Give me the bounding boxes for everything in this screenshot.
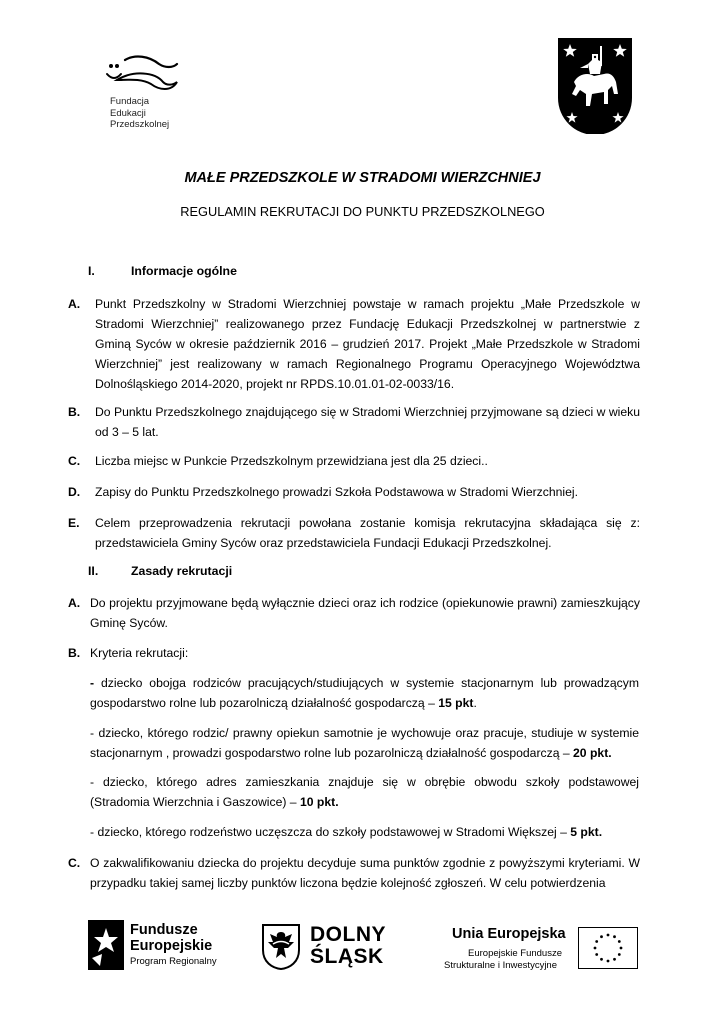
item-letter: B. bbox=[68, 405, 81, 419]
item-text: O zakwalifikowaniu dziecka do projektu decyduje suma punktów zgodnie z powyższymi kryteriami. W przypadku takiej samej liczby punktów liczona będzie kolejność zgłoszeń. W celu potwierdzenia bbox=[90, 856, 640, 890]
knight-crest-icon bbox=[558, 38, 632, 134]
list-item bbox=[68, 451, 640, 471]
item-text: Do projektu przyjmowane będą wyłącznie dzieci oraz ich rodzice (opiekunowie prawni) zamieszkujący Gminę Syców. bbox=[90, 596, 640, 630]
page-subtitle: REGULAMIN REKRUTACJI DO PUNKTU PRZEDSZKOLNEGO bbox=[180, 204, 545, 219]
item-text: Do Punktu Przedszkolnego znajdującego się w Stradomi Wierzchniej przyjmowane są dzieci w wieku od 3 – 5 lat. bbox=[95, 405, 640, 439]
criterion-dash: - bbox=[90, 825, 95, 839]
criterion-points: 10 pkt. bbox=[299, 795, 339, 809]
fei-logo-line1: Fundacja bbox=[110, 96, 150, 107]
fe-star-icon bbox=[88, 920, 124, 970]
list-item bbox=[68, 482, 640, 502]
section-number: I. bbox=[88, 264, 95, 278]
list-item bbox=[68, 513, 640, 553]
fei-swoosh-icon bbox=[103, 52, 183, 96]
item-text: Kryteria rekrutacji: bbox=[90, 646, 189, 660]
criterion-points: 20 pkt. bbox=[573, 746, 612, 760]
item-letter: A. bbox=[68, 596, 81, 610]
unia-europejska-logo bbox=[438, 924, 638, 974]
criterion-points: 15 pkt bbox=[438, 696, 474, 710]
item-text: Liczba miejsc w Punkcie Przedszkolnym przewidziana jest dla 25 dzieci.. bbox=[95, 454, 488, 468]
list-item bbox=[68, 643, 640, 663]
list-item bbox=[68, 294, 640, 394]
fundusze-europejskie-logo bbox=[88, 916, 238, 972]
fe-line1: Fundusze bbox=[130, 922, 198, 938]
ue-line3: Strukturalne i Inwestycyjne bbox=[444, 960, 557, 971]
eagle-shield-icon bbox=[262, 924, 300, 970]
item-text: Zapisy do Punktu Przedszkolnego prowadzi Szkoła Podstawowa w Stradomi Wierzchniej. bbox=[95, 485, 578, 499]
criterion-item bbox=[90, 772, 639, 812]
criterion-item bbox=[90, 822, 639, 842]
list-item bbox=[68, 593, 640, 633]
criterion-text: dziecko obojga rodziców pracujących/studiujących w systemie stacjonarnym lub prowadzącym gospodarstwo rolne lub pozarolniczą działalność gospodarczą – bbox=[90, 676, 639, 710]
criterion-points: 5 pkt. bbox=[570, 825, 603, 839]
fe-line2: Europejskie bbox=[130, 938, 213, 954]
section-title: Zasady rekrutacji bbox=[131, 564, 233, 578]
criterion-dash: - bbox=[90, 775, 95, 789]
item-letter: C. bbox=[68, 856, 81, 870]
fei-logo-line3: Przedszkolnej bbox=[110, 119, 170, 130]
criterion-end: . bbox=[473, 696, 477, 710]
section-number: II. bbox=[88, 564, 99, 578]
item-text: Punkt Przedszkolny w Stradomi Wierzchniej powstaje w ramach projektu „Małe Przedszkole w Stradomi Wierzchniej” realizowanego przez Fundację Edukacji Przedszkolnej w partnerstwie z Gminą Syców w okresie październik 2016 – grudzień 2017. Projekt „Małe Przedszkole w Stradomi Wierzchniej” jest realizowany w ramach Regionalnego Programu Operacyjnego Województwa Dolnośląskiego 2014-2020, projekt nr RPDS.10.01.01-02-0033/16. bbox=[95, 297, 640, 391]
list-item bbox=[68, 853, 640, 893]
dolny-slask-logo bbox=[262, 922, 402, 972]
item-letter: B. bbox=[68, 646, 81, 660]
item-letter: E. bbox=[68, 516, 80, 530]
fei-logo bbox=[103, 52, 213, 132]
item-letter: D. bbox=[68, 485, 81, 499]
ue-line2: Europejskie Fundusze bbox=[468, 948, 562, 959]
criterion-item bbox=[90, 723, 639, 763]
criterion-dash: - bbox=[90, 726, 95, 740]
fe-line3: Program Regionalny bbox=[130, 956, 217, 967]
section-title: Informacje ogólne bbox=[131, 264, 237, 278]
criterion-text: dziecko, którego adres zamieszkania znajduje się w obrębie obwodu szkoły podstawowej (Stradomia Wierzchnia i Gaszowice) – bbox=[90, 775, 639, 809]
criterion-text: dziecko, którego rodzeństwo uczęszcza do szkoły podstawowej w Stradomi Większej – bbox=[94, 825, 571, 839]
fei-logo-line2: Edukacji bbox=[110, 107, 146, 119]
item-text: Celem przeprowadzenia rekrutacji powołana zostanie komisja rekrutacyjna składająca się z: przedstawiciela Gminy Syców oraz przedstawiciela Fundacji Edukacji Przedszkolnej. bbox=[95, 516, 640, 550]
page-title: MAŁE PRZEDSZKOLE W STRADOMI WIERZCHNIEJ bbox=[184, 170, 541, 186]
ue-line1: Unia Europejska bbox=[452, 926, 566, 942]
criterion-item bbox=[90, 673, 639, 713]
item-letter: A. bbox=[68, 297, 81, 311]
eu-flag-icon bbox=[578, 927, 638, 969]
item-letter: C. bbox=[68, 454, 81, 468]
list-item bbox=[68, 402, 640, 442]
criterion-dash: - bbox=[90, 676, 95, 690]
ds-line2: ŚLĄSK bbox=[310, 945, 384, 968]
criterion-text: dziecko, którego rodzic/ prawny opiekun samotnie je wychowuje oraz pracuje, studiuje w systemie stacjonarnym , prowadzi gospodarstwo rolne lub pozarolniczą działalność gospodarczą – bbox=[90, 726, 639, 760]
ds-line1: DOLNY bbox=[310, 923, 386, 946]
